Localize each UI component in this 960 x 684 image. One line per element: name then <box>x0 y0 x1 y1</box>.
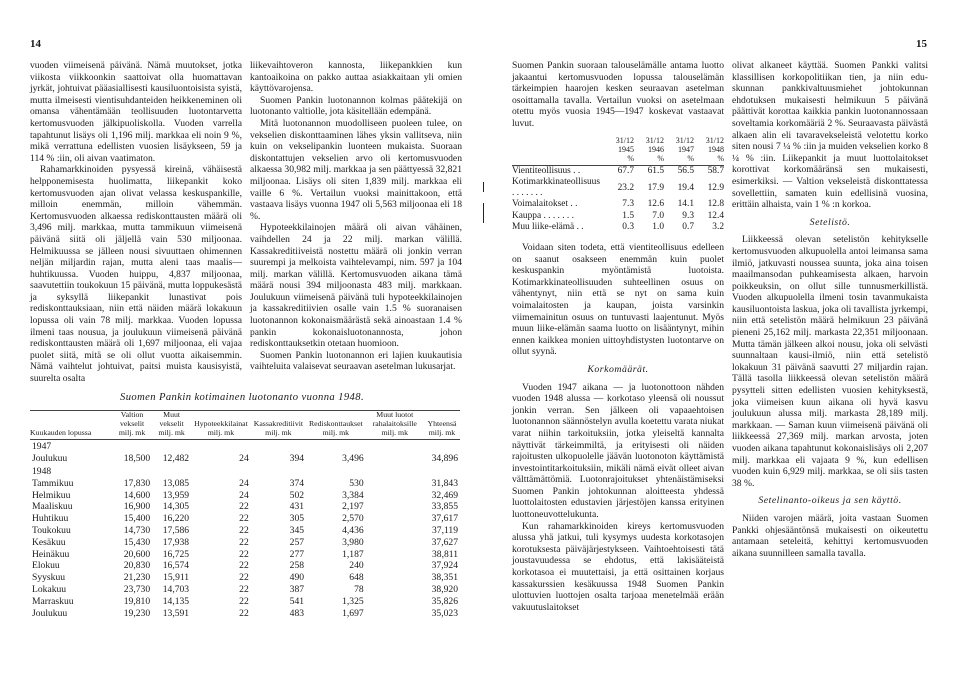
right-column-2 <box>732 60 928 559</box>
table-cell: 277 <box>289 548 305 560</box>
table-cell: 37,924 <box>431 560 458 572</box>
table-cell: 9.3 <box>682 210 694 221</box>
table-cell: 67.7 <box>617 165 634 176</box>
paragraph: Vuoden 1947 aikana — ja luotonottoon nähden vuoden 1948 alussa — korkotaso yleensä oli noussut jonkin verran. Sen jälkeen oli vapaaehtoisen luotonannon säännöstelyn avulla koetettu varata niukat varat niihin tarkoituksiin, jotka yleiseltä kannalta näyttivät tärkeimmiltä, ja erityisesti oli näiden rajoitusten ulkopuolelle jäävän luotonoton käyttämistä investointitarkoituksiin, mikäli nämä eivät olleet aivan välttämättömiä. Luotonrajoitukset yhtenäistämiseksi Suomen Pankin johtokunnan aloitteesta yhdessä luottolaitosten edustavien järjestöjen kanssa erityinen luottoneuvottelukunta. <box>512 381 724 521</box>
table-cell: 7.3 <box>622 199 634 210</box>
paragraph: Liikkeessä olevan setelistön kehitykselle kertomusvuoden alkupuolella antoi leimansa sama ilmiö, jatkuvasti noussea suunta, joka aina toisen maailmansodan puhkeamisesta alkaen, harvoin poikkeuksin, on ollut sille tunnusmerkillistä. Vuoden alkupuolella ilmeni tosin tavanmukaista kausiluontoista laskua, joka oli tavallista jyrkempi, niin että setelistön määrä helmikuun 23 päivänä pieneni 25,162 milj. markasta 22,351 miljoonaan. Mutta tämän jälkeen alkoi nousu, joka oli selvästi suunnaltaan kausi-ilmiö, niin että setelistö lokakuun 31 päivänä saavutti 27 miljardin rajan. Tällä tasolla liikkeessä olevan setelistön määrä pysytteli sitten edellisten vuosien kehityksestä, joka viimeisen kuun aikana oli hyvä kasvu joulukuun alussa milj. markasta 28,189 milj. markkaan. — Saman kuun viimeisenä päivänä oli liikkeessä 27,369 milj. markan arvosta, joten vuoden aikana tapahtunut kokonaislisäys oli 2,207 milj. markkaa eli vajaata 9 %, kun edellisen vuoden kuin 6,929 milj. markkaa, se oli siis tasten 38 %. <box>732 234 928 489</box>
table-cell: 12.8 <box>707 199 724 210</box>
table-header-row <box>30 411 460 440</box>
table-cell: 37,119 <box>431 524 458 536</box>
table-cell <box>366 572 424 584</box>
table-cell: 15,400 <box>123 513 151 525</box>
table-cell: 22 <box>239 607 249 619</box>
table-cell: 19,810 <box>123 595 151 607</box>
table-cell: 78 <box>354 583 364 595</box>
paragraph: olivat alkaneet käyttää. Suomen Pankki valitsi klassillisen korkopolitiikan tien, ja niin eduskunnan pankkivaltuusmiehet johtokunnan ehdotuksen mukaisesti helmikuun 5 päivänä päättivät korottaa kaikkia pankin luotonannossaan soveltamia korkomääriä 2 %. Seuraavasta päivästä alkaen alin eli tavaravekseleistä velotettu korko siten nousi 7 ¼ % :iin ja muiden vekselien korko 8 ¼ % :iin. Liikepankit ja muut luottolaitokset korottivat korkomääränsä sen mukaisesti, esimerkiksi. — Valtion vekseleistä diskonttatessa sovellettiin, samaten kuin edellisinä vuosina, erittäin alhaista, vain 1 % :n korkoa. <box>732 60 928 211</box>
table-cell: 17,586 <box>162 524 190 536</box>
table-cell: 1,325 <box>342 595 364 607</box>
month-label: Syyskuu <box>32 572 66 584</box>
table-cell: 12.6 <box>647 199 664 210</box>
table-cell: 431 <box>289 501 305 513</box>
table-cell: 483 <box>289 607 305 619</box>
page-number-left: 14 <box>30 38 41 50</box>
table-cell: 34,896 <box>431 453 458 465</box>
table-cell: 257 <box>289 536 305 548</box>
table-cell: 17.9 <box>647 182 664 193</box>
year-label: 1948 <box>32 465 52 477</box>
paragraph: Suomen Pankin luotonannon eri lajien kuukautisia vaihteluita valaisevat seuraavan asetelman lukusarjat. <box>250 349 462 373</box>
table-cell: 258 <box>289 560 305 572</box>
table-cell: 1.0 <box>652 221 664 232</box>
section-heading: Setelistö. <box>809 216 851 228</box>
paragraph: Mitä luotonannon muodolliseen puoleen tulee, on vekselien diskonttaaminen lähes yksin vallitseva, niin kuin on vekselipankin luonteen mukaista. Suoraan diskontattujen vekselien arvo oli kertomusvuoden alkaessa 30,982 milj. markkaa ja sen päättyessä 32,821 miljoonaa. Lisäys oli siten 1,839 milj. markkaa eli vaille 6 %. Vertailun vuoksi mainittakoon, että vastaava lisäys vuonna 1947 oli 5,563 miljoonaa eli 18 %. <box>250 117 462 222</box>
row-label: Voimalaitokset . . <box>512 199 578 210</box>
table-row <box>512 211 724 222</box>
table-cell: 22 <box>239 560 249 572</box>
table-cell: 32,469 <box>431 489 458 501</box>
table-cell: 38,351 <box>431 572 458 584</box>
month-label: Joulukuu <box>32 453 68 465</box>
table-row <box>30 478 460 490</box>
table-cell: 22 <box>239 501 249 513</box>
row-label: Kotimarkkinateollisuus . . . . . . . <box>512 176 601 199</box>
year-row <box>30 465 460 478</box>
table-row <box>512 199 724 210</box>
table-row <box>30 525 460 537</box>
table-cell: 12,482 <box>162 453 190 465</box>
table-cell: 541 <box>289 595 305 607</box>
month-label: Joulukuu <box>32 607 68 619</box>
table-cell: 17,830 <box>123 477 151 489</box>
table-cell: 23.2 <box>617 182 634 193</box>
table-cell: 394 <box>289 453 305 465</box>
month-label: Maaliskuu <box>32 501 73 513</box>
table-cell: 3,980 <box>342 536 364 548</box>
table-body <box>30 440 460 619</box>
table-cell <box>366 608 424 620</box>
table-cell: 530 <box>349 477 364 489</box>
table-cell: 2,570 <box>342 513 364 525</box>
table-cell: 1.5 <box>622 210 634 221</box>
paragraph: Kun rahamarkkinoiden kireys kertomusvuoden alussa yhä jatkui, tuli kysymys uudesta korkotasojen korotuksesta päiväjärjestykseen. Vaihtoehtoisesti tätä joustavuudessa se ehdotus, että lakisääteistä korkotasoa ei muutettaisi, ja että osittainen korjaus kassakurssien kesäkuussa 1948 Suomen Pankin ulottuvien luottojen osalta tarjoaa menetelmää erään vakuutuslaitokset <box>512 520 724 613</box>
table-cell: 16,574 <box>162 560 190 572</box>
month-label: Elokuu <box>32 560 60 572</box>
table-cell: 490 <box>289 572 305 584</box>
page-number-right: 15 <box>916 38 927 50</box>
table-cell: 19.4 <box>677 182 694 193</box>
table-cell: 13,959 <box>162 489 190 501</box>
month-label: Tammikuu <box>32 477 74 489</box>
table-cell: 31,843 <box>431 477 458 489</box>
table-cell: 16,220 <box>162 513 190 525</box>
table-cell: 22 <box>239 583 249 595</box>
table-cell: 14,135 <box>162 595 190 607</box>
table-cell: 19,230 <box>123 607 151 619</box>
month-label: Lokakuu <box>32 583 67 595</box>
table-cell <box>366 560 424 572</box>
table-cell: 16,900 <box>123 501 151 513</box>
table-cell: 15,911 <box>163 572 190 584</box>
left-column-2 <box>250 60 462 373</box>
table-cell <box>366 584 424 596</box>
left-column-1 <box>30 60 242 385</box>
year-row <box>30 440 460 453</box>
table-cell: 3,496 <box>342 453 364 465</box>
month-label: Toukokuu <box>32 524 71 536</box>
table-cell: 0.3 <box>622 221 634 232</box>
table-row <box>512 222 724 233</box>
table-cell: 58.7 <box>707 165 724 176</box>
table-cell: 3.2 <box>712 221 724 232</box>
table-cell: 22 <box>239 524 249 536</box>
table-cell: 18,500 <box>123 453 151 465</box>
table-cell: 240 <box>349 560 364 572</box>
paragraph: Hypoteekkilainojen määrä oli aivan vähäinen, vaihdellen 24 ja 22 milj. markan välillä. Kassakreditiiveistä nostettu määrä oli jonkin verran suurempi ja melkoista vaihtelevampi, nim. 597 ja 104 milj. markan välillä. Kertomusvuoden aikana tämä määrä nousi 394 miljoonasta 483 milj. markkaan. Joulukuun viimeisenä päivänä tuli hypoteekkilainojen ja kassakreditiivien osalle vain 1.5 % suoranaisen luotonannon kokonaismäärästä sekä ainoastaan 1.4 % pankin kokonaisluotonannosta, johon rediskonttauksetkin otetaan huomioon. <box>250 222 462 350</box>
column-header: 31/12 1948 % <box>694 136 724 166</box>
section-heading: Korkomäärät. <box>587 363 649 375</box>
column-header: 31/12 1946 % <box>634 136 664 166</box>
table-cell <box>366 525 424 537</box>
table-cell: 22 <box>239 572 249 584</box>
table-cell: 24 <box>239 453 249 465</box>
table-cell: 22 <box>239 513 249 525</box>
column-header: Hypoteekkilainat milj. mk <box>191 411 251 440</box>
table-header-row <box>512 136 724 166</box>
table-cell: 14,305 <box>162 501 190 513</box>
table-cell: 2,197 <box>342 501 364 513</box>
table-row <box>30 490 460 502</box>
month-label: Heinäkuu <box>32 548 70 560</box>
table-row <box>30 549 460 561</box>
table-cell <box>366 549 424 561</box>
table-row <box>30 572 460 584</box>
table-cell: 305 <box>289 513 305 525</box>
table-cell: 56.5 <box>677 165 694 176</box>
table-row <box>512 177 724 199</box>
paragraph: Rahamarkkinoiden pysyessä kireinä, vähäisestä helpponemisesta huolimatta, liikepankit koko kertomusvuoden ajan olivat velassa keskuspankille, milloin enemmän, milloin vähemmän. Kertomusvuoden alkaessa rediskonttausten määrä oli 3,496 milj. markkaa, mutta tammikuun viimeisenä päivänä siitä oli jäljellä vain 530 miljoonaa. Helmikuussa se jälleen nousi sivuuttaen ohimennen neljän miljardin rajan, mutta aleni taas maalis—huhtikuussa. Vuoden huippu, 4,837 miljoonaa, saavutettiin toukokuun 15 päivänä, mutta loppukesästä ja syksyllä liikepankit lunastivat pois rediskonttauksiaan, niin että näiden määrä lokakuun lopussa oli vain 78 milj. markkaa. Vuoden lopussa ilmeni taas nousua, ja joulukuun viimeisenä päivänä rediskonttausten määrä oli 1,697 miljoonaa, eli vajaa puolet siitä, mitä se oli ollut vuotta aikaisemmin. Nämä vaihtelut johtuivat, paitsi muista kausisyistä, suurelta osalta <box>30 164 242 385</box>
table-row <box>512 165 724 177</box>
table-row <box>30 560 460 572</box>
table-cell: 13,085 <box>162 477 190 489</box>
table-cell <box>366 501 424 513</box>
month-label: Marraskuu <box>32 595 74 607</box>
table-cell: 15,430 <box>123 536 151 548</box>
paragraph: Niiden varojen määrä, joita vastaan Suomen Pankki ohjesääntönsä mukaisesti on oikeutettu antamaan seteleitä, kehittyi kertomusvuoden aikana suunnilleen samalla tavalla. <box>732 512 928 559</box>
sector-share-table <box>512 136 724 233</box>
section-heading: Setelinanto-oikeus ja sen käyttö. <box>758 495 902 507</box>
table-cell <box>366 478 424 490</box>
table-cell: 16,725 <box>162 548 190 560</box>
month-label: Huhtikuu <box>32 513 69 525</box>
table-cell: 35,826 <box>431 595 458 607</box>
table-cell: 17,938 <box>162 536 190 548</box>
table-cell: 0.7 <box>682 221 694 232</box>
table-cell: 20,830 <box>123 560 151 572</box>
table-cell <box>366 596 424 608</box>
table-cell: 22 <box>239 548 249 560</box>
table-cell: 3,384 <box>342 489 364 501</box>
table-cell: 14,730 <box>123 524 151 536</box>
table-row <box>30 584 460 596</box>
table-cell: 24 <box>239 489 249 501</box>
table-cell: 37,617 <box>431 513 458 525</box>
paragraph: vuoden viimeisenä päivänä. Nämä muutokset, jotka viikosta viikkoonkin saattoivat olla huomattavan jyrkät, johtuivat pääasiallisesti kausiluontoisista syistä, mutta ilmeisesti vientisuhdanteiden heikkeneminen oli omansa vähentämään teollisuuden luotontarvetta kertomusvuoden jälkipuoliskolla. Vuoden varrella tapahtunut lisäys oli 1,196 milj. markkaa eli noin 9 %, mikä verrattuna edellisten vuosien lisäykseen, 59 ja 114 % :iin, oli aivan vaatimaton. <box>30 60 242 164</box>
table-cell: 502 <box>289 489 305 501</box>
table-cell: 648 <box>349 572 364 584</box>
table-cell: 13,591 <box>162 607 190 619</box>
table-body <box>512 165 724 233</box>
margin-rule <box>483 182 484 192</box>
column-header: 31/12 1945 % <box>604 136 634 166</box>
table-cell: 38,920 <box>431 583 458 595</box>
row-label: Kauppa . . . . . . . <box>512 210 574 221</box>
table-cell: 1,697 <box>342 607 364 619</box>
month-label: Helmikuu <box>32 489 71 501</box>
table-cell <box>366 537 424 549</box>
column-header: Muut luotot rahalaitoksille milj. mk <box>366 411 424 440</box>
table-cell <box>366 490 424 502</box>
column-header: 31/12 1947 % <box>664 136 694 166</box>
table-cell: 14.1 <box>677 199 694 210</box>
table-cell: 22 <box>239 536 249 548</box>
table-cell: 4,436 <box>342 524 364 536</box>
table-cell: 20,600 <box>123 548 151 560</box>
paragraph: Voidaan siten todeta, että vientiteollisuus edelleen on saanut osakseen enemmän kuin puolet keskuspankin myöntämistä luotoista. Kotimarkkinateollisuuden suhteellinen osuus on vähentynyt, niin että se nyt on sama kuin voimalaitosten ja kaupan, joista varsinkin viimemainitun osuus on tuntuvasti laajentunut. Myös muun liike-elämän saama luotto on lisääntynyt, mihin ennen kaikkea monien uittoyhdistysten luotontarve on ollut syynä. <box>512 242 724 358</box>
table-caption: Suomen Pankin kotimainen luotonanto vuonna 1948. <box>120 392 364 403</box>
right-column-1 <box>512 60 724 613</box>
row-label: Muu liike-elämä . . <box>512 221 584 232</box>
paragraph: Suomen Pankin suoraan talouselämälle antama luotto jakaantui kertomusvuoden lopussa talouselämän tärkeimpien haarojen kesken seuraavan asetelman osoittamalla tavalla. Vertailun vuoksi on asetelmaan otettu myös vuosia 1945—1947 koskevat vastaavat luvut. <box>512 60 724 129</box>
table-cell: 35,023 <box>431 607 458 619</box>
column-header: Rediskonttaukset milj. mk <box>306 411 366 440</box>
column-header: Kuukauden lopussa <box>30 411 112 440</box>
table-row <box>30 513 460 525</box>
year-label: 1947 <box>32 441 52 453</box>
table-cell: 12.9 <box>707 182 724 193</box>
column-header: Valtion vekselit milj. mk <box>112 411 152 440</box>
table-cell: 37,627 <box>431 536 458 548</box>
table-cell: 14,703 <box>162 583 190 595</box>
table-cell: 61.5 <box>647 165 664 176</box>
table-cell: 24 <box>239 477 249 489</box>
column-header: Yhteensä milj. mk <box>424 411 460 440</box>
table-cell: 1,187 <box>342 548 364 560</box>
table-cell: 345 <box>289 524 305 536</box>
table-row <box>30 501 460 513</box>
row-label: Vientiteollisuus . . <box>512 165 581 176</box>
paragraph: liikevaihtoveron kannosta, liikepankkien kun kantoaikoina on pakko auttaa asiakkaitaan yli omien käyttövarojensa. <box>250 60 462 95</box>
column-header: Kassakreditiivit milj. mk <box>251 411 306 440</box>
table-cell: 21,230 <box>123 572 151 584</box>
table-cell: 7.0 <box>652 210 664 221</box>
table-cell: 12.4 <box>707 210 724 221</box>
credit-table <box>30 410 460 619</box>
table-cell <box>366 513 424 525</box>
table-cell <box>366 453 424 465</box>
paragraph: Suomen Pankin luotonannon kolmas päätekijä on luotonanto valtiolle, jota käsitellään edempänä. <box>250 94 462 118</box>
table-row <box>30 537 460 549</box>
table-cell: 374 <box>289 477 305 489</box>
table-cell: 14,600 <box>123 489 151 501</box>
column-header: Muut vekselit milj. mk <box>152 411 191 440</box>
table-row <box>30 608 460 620</box>
table-row <box>30 453 460 465</box>
table-cell: 23,730 <box>123 583 151 595</box>
table-cell: 33,855 <box>431 501 458 513</box>
table-cell: 22 <box>239 595 249 607</box>
table-cell: 387 <box>289 583 305 595</box>
margin-rule <box>483 203 484 223</box>
month-label: Kesäkuu <box>32 536 66 548</box>
table-row <box>30 596 460 608</box>
table-cell: 38,811 <box>431 548 458 560</box>
